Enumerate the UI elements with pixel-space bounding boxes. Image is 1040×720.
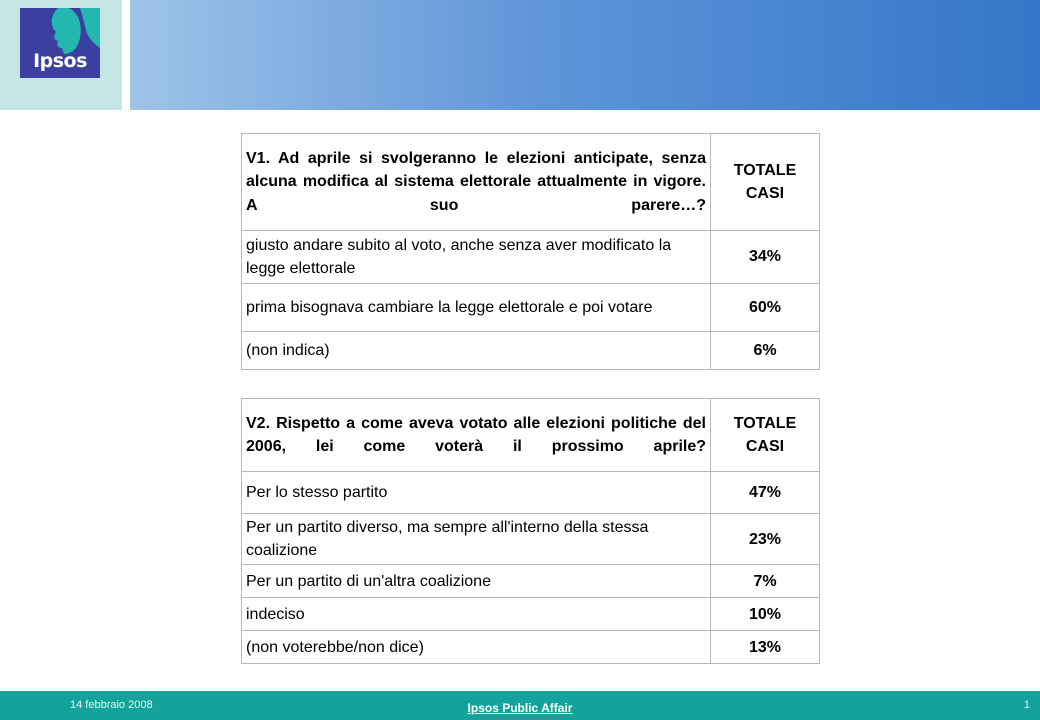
table-row xyxy=(242,514,820,565)
v2-row-value: 7% xyxy=(711,565,820,598)
footer xyxy=(0,691,1040,720)
table-row xyxy=(242,332,820,370)
page-number: 1 xyxy=(1023,699,1030,711)
table-row xyxy=(242,631,820,664)
footer-date: 14 febbraio 2008 xyxy=(70,699,153,711)
table-v1-header-row xyxy=(242,134,820,231)
v2-row-value: 23% xyxy=(711,514,820,565)
v1-row-label: giusto andare subito al voto, anche senza aver modificato la legge elettorale xyxy=(242,231,711,284)
v1-row-value: 60% xyxy=(711,284,820,332)
logo-text: Ipsos xyxy=(33,50,87,72)
v2-row-value: 10% xyxy=(711,598,820,631)
v1-question: V1. Ad aprile si svolgeranno le elezioni anticipate, senza alcuna modifica al sistema elettorale attualmente in vigore. A suo parere…? xyxy=(242,134,711,231)
table-row xyxy=(242,598,820,631)
table-row xyxy=(242,472,820,514)
v2-row-value: 47% xyxy=(711,472,820,514)
logo-panel xyxy=(0,0,122,110)
v1-total-header: TOTALE CASI xyxy=(711,134,820,231)
v2-row-label: Per un partito di un'altra coalizione xyxy=(242,565,711,598)
v2-row-value: 13% xyxy=(711,631,820,664)
v2-row-label: Per un partito diverso, ma sempre all'interno della stessa coalizione xyxy=(242,514,711,565)
table-row xyxy=(242,231,820,284)
header xyxy=(0,0,1040,110)
table-row xyxy=(242,284,820,332)
table-v1 xyxy=(241,133,820,370)
v2-row-label: (non voterebbe/non dice) xyxy=(242,631,711,664)
v2-row-label: indeciso xyxy=(242,598,711,631)
v1-row-label: prima bisognava cambiare la legge elettorale e poi votare xyxy=(242,284,711,332)
table-row xyxy=(242,565,820,598)
v1-row-value: 6% xyxy=(711,332,820,370)
v2-total-header: TOTALE CASI xyxy=(711,399,820,472)
v1-row-value: 34% xyxy=(711,231,820,284)
v1-row-label: (non indica) xyxy=(242,332,711,370)
table-v2-header-row xyxy=(242,399,820,472)
header-divider xyxy=(122,0,130,110)
header-banner xyxy=(130,0,1040,110)
v2-row-label: Per lo stesso partito xyxy=(242,472,711,514)
v2-question: V2. Rispetto a come aveva votato alle elezioni politiche del 2006, lei come voterà il prossimo aprile? xyxy=(242,399,711,472)
table-v2 xyxy=(241,398,820,664)
ipsos-logo xyxy=(20,8,100,78)
footer-brand-link[interactable]: Ipsos Public Affair xyxy=(467,701,573,715)
